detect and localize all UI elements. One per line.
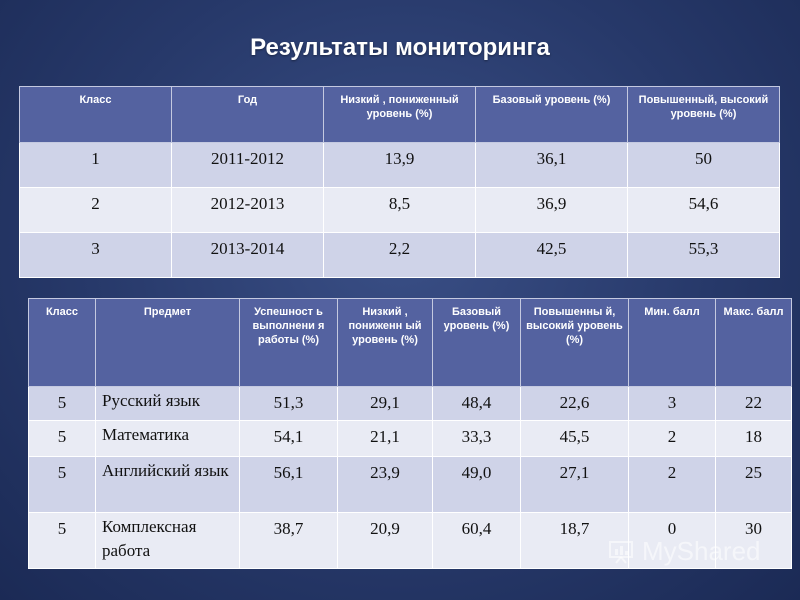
- cell-min: 3: [629, 387, 716, 421]
- cell-high: 55,3: [628, 233, 780, 278]
- cell-high: 45,5: [521, 421, 629, 457]
- cell-min: 2: [629, 421, 716, 457]
- cell-class: 5: [29, 421, 96, 457]
- cell-subject: Русский язык: [96, 387, 240, 421]
- col-header-class: Класс: [29, 299, 96, 387]
- col-header-min-score: Мин. балл: [629, 299, 716, 387]
- cell-subject: Английский язык: [96, 457, 240, 513]
- table-row: [29, 421, 792, 457]
- cell-low: 8,5: [324, 188, 476, 233]
- col-header-base-level: Базовый уровень (%): [476, 87, 628, 143]
- cell-base: 36,1: [476, 143, 628, 188]
- col-header-subject: Предмет: [96, 299, 240, 387]
- cell-success: 38,7: [240, 513, 338, 569]
- cell-high: 27,1: [521, 457, 629, 513]
- cell-success: 56,1: [240, 457, 338, 513]
- cell-high: 54,6: [628, 188, 780, 233]
- cell-low: 29,1: [338, 387, 433, 421]
- cell-subject: Комплексная работа: [96, 513, 240, 569]
- cell-base: 42,5: [476, 233, 628, 278]
- table-row: [20, 233, 780, 278]
- col-header-year: Год: [172, 87, 324, 143]
- cell-low: 13,9: [324, 143, 476, 188]
- cell-max: 18: [716, 421, 792, 457]
- cell-class: 5: [29, 457, 96, 513]
- cell-low: 20,9: [338, 513, 433, 569]
- table-header-row: [29, 299, 792, 387]
- cell-low: 21,1: [338, 421, 433, 457]
- col-header-base-level: Базовый уровень (%): [433, 299, 521, 387]
- watermark-text: MyShared: [642, 536, 761, 566]
- table-row: [20, 143, 780, 188]
- page-title: Результаты мониторинга: [250, 34, 550, 61]
- cell-class: 5: [29, 387, 96, 421]
- col-header-success-rate: Успешност ь выполнени я работы (%): [240, 299, 338, 387]
- cell-base: 36,9: [476, 188, 628, 233]
- cell-year: 2013-2014: [172, 233, 324, 278]
- cell-base: 60,4: [433, 513, 521, 569]
- col-header-low-level: Низкий , пониженный уровень (%): [324, 87, 476, 143]
- subject-results-table: [28, 298, 792, 569]
- cell-year: 2012-2013: [172, 188, 324, 233]
- cell-year: 2011-2012: [172, 143, 324, 188]
- cell-subject: Математика: [96, 421, 240, 457]
- cell-success: 54,1: [240, 421, 338, 457]
- cell-high: 50: [628, 143, 780, 188]
- cell-class: 5: [29, 513, 96, 569]
- col-header-high-level: Повышенный, высокий уровень (%): [628, 87, 780, 143]
- cell-success: 51,3: [240, 387, 338, 421]
- col-header-class: Класс: [20, 87, 172, 143]
- watermark: [606, 536, 766, 570]
- table-header-row: [20, 87, 780, 143]
- cell-low: 2,2: [324, 233, 476, 278]
- cell-low: 23,9: [338, 457, 433, 513]
- table-row: [29, 387, 792, 421]
- cell-class: 3: [20, 233, 172, 278]
- cell-high: 18,7: [521, 513, 629, 569]
- table-row: [29, 457, 792, 513]
- cell-max: 25: [716, 457, 792, 513]
- cell-base: 49,0: [433, 457, 521, 513]
- cell-class: 2: [20, 188, 172, 233]
- monitoring-by-year-table: [19, 86, 780, 278]
- presentation-board-icon: [608, 540, 634, 564]
- cell-base: 33,3: [433, 421, 521, 457]
- col-header-high-level: Повышенны й, высокий уровень (%): [521, 299, 629, 387]
- cell-base: 48,4: [433, 387, 521, 421]
- col-header-max-score: Макс. балл: [716, 299, 792, 387]
- cell-class: 1: [20, 143, 172, 188]
- col-header-low-level: Низкий , пониженн ый уровень (%): [338, 299, 433, 387]
- cell-high: 22,6: [521, 387, 629, 421]
- cell-min: 2: [629, 457, 716, 513]
- table-row: [20, 188, 780, 233]
- cell-min: 0: [629, 513, 716, 569]
- cell-max: 22: [716, 387, 792, 421]
- cell-max: 30: [716, 513, 792, 569]
